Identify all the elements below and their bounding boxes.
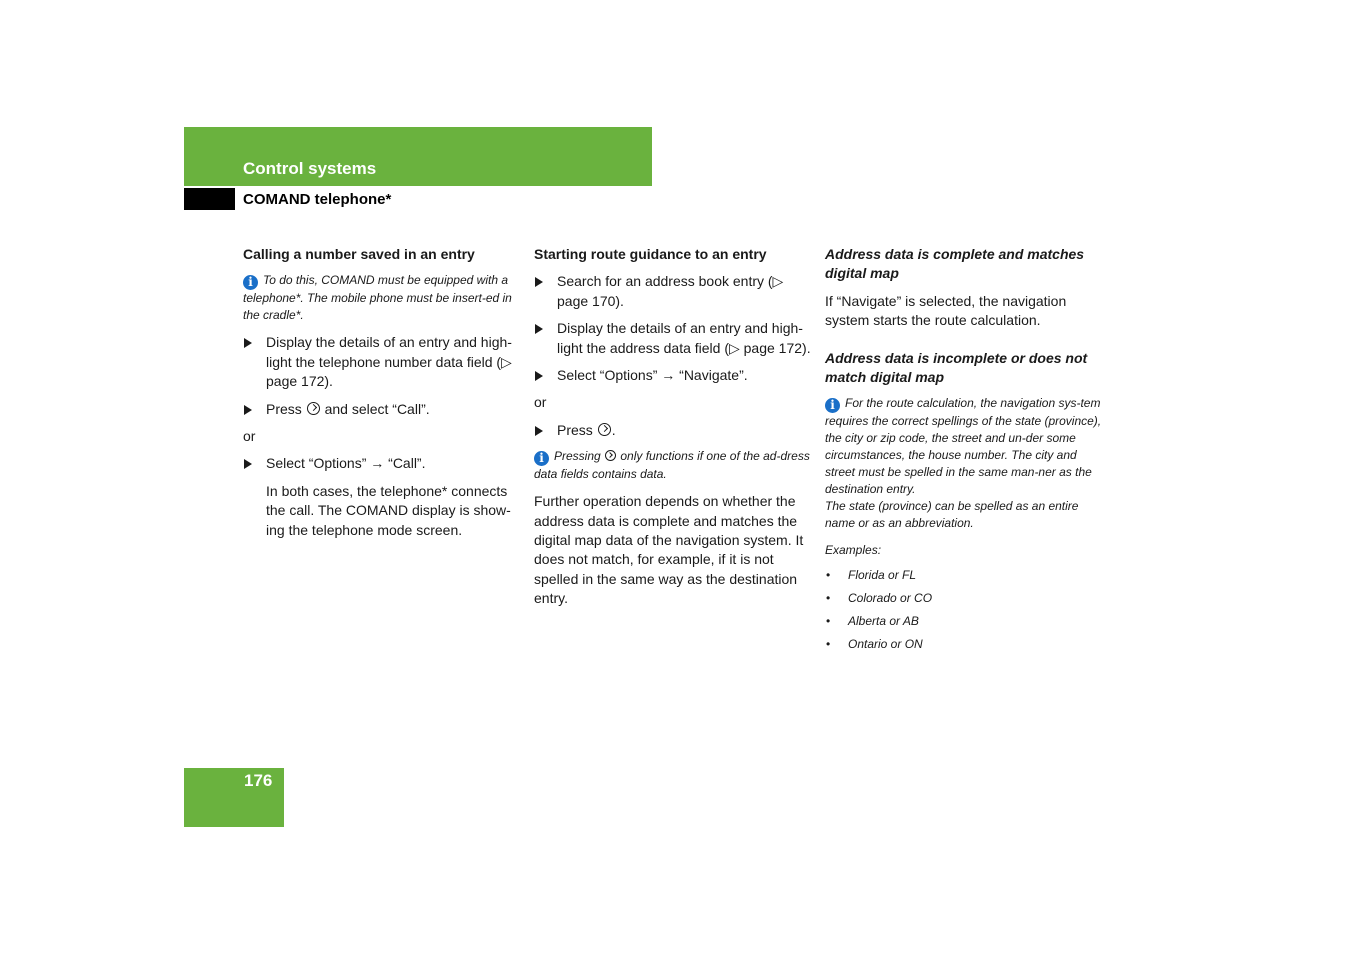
info-icon: i	[825, 398, 840, 413]
col3-heading-2: Address data is incomplete or does not match digital map	[825, 349, 1088, 386]
examples-label: Examples:	[825, 543, 882, 558]
list-item: • Alberta or AB	[825, 613, 1105, 630]
col2-step-4: Press .	[534, 421, 814, 440]
col2-or: or	[534, 394, 547, 411]
examples-list	[825, 567, 1105, 653]
step-arrow-icon	[535, 324, 543, 334]
column-3	[825, 245, 1105, 659]
info-icon: i	[243, 275, 258, 290]
col2-heading: Starting route guidance to an entry	[534, 246, 767, 262]
info-icon: i	[534, 451, 549, 466]
col2-step-3: Select “Options” → “Navigate”.	[534, 366, 814, 385]
section-title: Control systems	[243, 159, 377, 178]
subsection-title: COMAND telephone*	[243, 191, 392, 208]
step-arrow-icon	[535, 277, 543, 287]
col1-step-2: Press and select “Call”.	[243, 400, 523, 419]
subsection-marker	[184, 188, 235, 210]
col1-step-3: Select “Options” → “Call”.	[243, 454, 523, 473]
controller-knob-icon	[605, 450, 616, 461]
step-arrow-icon	[535, 371, 543, 381]
col2-paragraph: Further operation depends on whether the address data is complete and matches the digital map data of the navigation system. It does not match, for example, if it is not spelled in the same way as the destination entry.	[534, 493, 804, 607]
col1-or: or	[243, 428, 256, 445]
col3-note-1: i For the route calculation, the navigation sys-tem requires the correct spellings of the state (province), the city or zip code, the street and un-der some circumstances, the house number. The city and street must be spelled in the same man-ner as the destination entry.	[825, 396, 1102, 497]
col3-paragraph: If “Navigate” is selected, the navigation system starts the route calculation.	[825, 292, 1067, 329]
step-arrow-icon	[244, 338, 252, 348]
list-item: • Ontario or ON	[825, 636, 1105, 653]
list-item: • Florida or FL	[825, 567, 1105, 584]
column-2	[534, 245, 814, 617]
col1-step-1: Display the details of an entry and high-light the telephone number data field (▷ page 172).	[243, 333, 523, 391]
step-arrow-icon	[535, 426, 543, 436]
col1-note: i To do this, COMAND must be equipped with a telephone*. The mobile phone must be insert-ed in the cradle*.	[243, 273, 512, 323]
col2-note: i Pressing only functions if one of the ad-dress data fields contains data.	[534, 449, 810, 482]
step-arrow-icon	[244, 459, 252, 469]
col1-heading: Calling a number saved in an entry	[243, 246, 475, 262]
controller-knob-icon	[598, 423, 611, 436]
controller-knob-icon	[307, 402, 320, 415]
col3-note-2: The state (province) can be spelled as an entire name or as an abbreviation.	[825, 499, 1079, 531]
list-item: • Colorado or CO	[825, 590, 1105, 607]
col2-step-1: Search for an address book entry (▷ page 170).	[534, 272, 814, 311]
col2-step-2: Display the details of an entry and high-light the address data field (▷ page 172).	[534, 319, 814, 358]
page-number: 176	[244, 771, 273, 790]
col3-heading-1: Address data is complete and matches digital map	[825, 246, 1085, 282]
column-1	[243, 245, 523, 548]
step-arrow-icon	[244, 405, 252, 415]
col1-result: In both cases, the telephone* connects the call. The COMAND display is show-ing the telephone mode screen.	[266, 482, 511, 538]
